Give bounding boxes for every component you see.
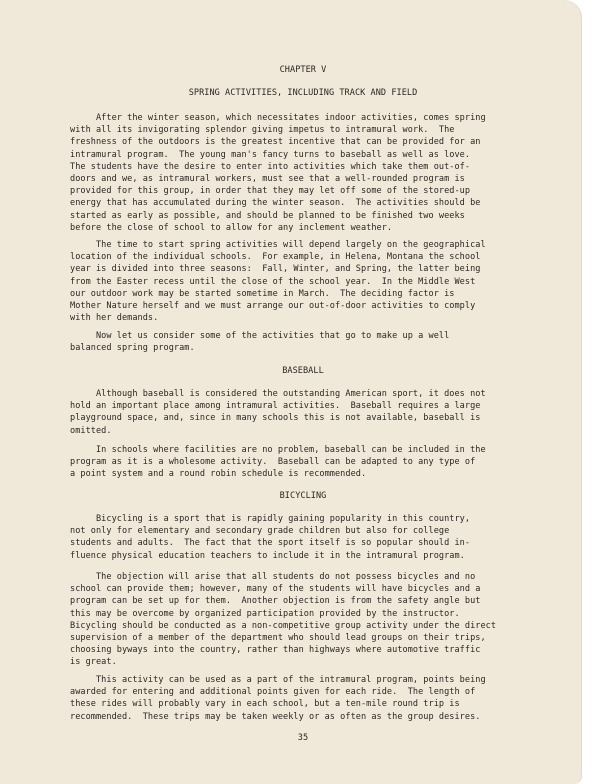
text-line: doors and we, as intramural workers, must see that a well-rounded program is [70,174,465,185]
text-line: After the winter season, which necessitates indoor activities, comes spring [70,113,486,123]
text-line: freshness of the outdoors is the greatest incentive that can be provided for an [70,137,481,148]
text-line: The objection will arise that all students do not possess bicycles and no [70,572,476,582]
page-number: 35 [297,733,309,743]
text-line: with all its invigorating splendor giving impetus to intramural work. The [70,125,455,136]
text-line: school can provide them; however, many of the students will have bicycles and a [70,584,481,595]
text-line: playground space, and, since in many schools this is not available, baseball is [70,413,481,424]
paragraph-2 [70,239,536,324]
text-line: Now let us consider some of the activities that go to make up a well [70,331,450,341]
text-line: provided for this group, in order that they may let off some of the stored-up [70,186,471,197]
paragraph-1 [70,112,536,234]
text-line: balanced spring program. [70,343,195,354]
text-line: our outdoor work may be started sometime in March. The deciding factor is [70,288,455,299]
paragraph-6 [70,513,536,562]
text-line: program can be set up for them. Another objection is from the safety angle but [70,596,481,607]
text-line: fluence physical education teachers to include it in the intramural program. [70,550,465,561]
text-line: omitted. [70,425,112,436]
text-line: The students have the desire to enter into activities which take them out-of- [70,161,471,172]
text-line: recommended. These trips may be taken weekly or as often as the group desires. [70,711,481,722]
text-line: intramural program. The young man's fancy turns to baseball as well as love. [70,149,471,160]
chapter-title: SPRING ACTIVITIES, INCLUDING TRACK AND FIELD [188,88,418,98]
text-line: Bicycling is a sport that is rapidly gaining popularity in this country, [70,514,471,524]
text-line: from the Easter recess until the close of the school year. In the Middle West [70,276,476,287]
paragraph-5 [70,444,536,481]
text-line: before the close of school to allow for any inclement weather. [70,222,393,233]
text-line: these rides will probably vary in each school, but a ten-mile round trip is [70,699,460,710]
text-line: not only for elementary and secondary grade children but also for college [70,526,450,537]
text-line: this may be overcome by organized participation provided by the instructor. [70,608,460,619]
text-line: energy that has accumulated during the winter season. The activities should be [70,198,481,209]
paragraph-7 [70,571,536,669]
text-line: year is divided into three seasons: Fall, Winter, and Spring, the latter being [70,264,481,275]
text-line: is great. [70,657,117,668]
text-line: hold an important place among intramural activities. Baseball requires a large [70,401,481,412]
text-line: program as it is a wholesome activity. Baseball can be adapted to any type of [70,457,476,468]
text-line: In schools where facilities are no problem, baseball can be included in the [70,445,486,455]
text-line: location of the individual schools. For example, in Helena, Montana the school [70,252,481,263]
chapter-heading: CHAPTER V [279,65,327,75]
text-line: started as early as possible, and should be planned to be finished two weeks [70,210,465,221]
text-line: supervision of a member of the department who should lead groups on their trips, [70,633,486,644]
text-line: choosing byways into the country, rather than highways where automotive traffic [70,645,481,656]
text-line: Bicycling should be conducted as a non-competitive group activity under the direct [70,620,497,631]
text-line: students and adults. The fact that the sport itself is so popular should in- [70,538,471,549]
text-line: This activity can be used as a part of the intramural program, points being [70,675,486,685]
section-heading-bicycling: BICYCLING [279,491,327,501]
text-line: with her demands. [70,313,159,324]
text-line: a point system and a round robin schedule is recommended. [70,469,367,480]
section-heading-baseball: BASEBALL [282,366,324,376]
text-line: Mother Nature herself and we must arrange our out-of-door activities to comply [70,301,476,312]
text-line: awarded for entering and additional points given for each ride. The length of [70,687,476,698]
paragraph-3 [70,330,536,354]
paragraph-8 [70,674,536,723]
text-line: Although baseball is considered the outstanding American sport, it does not [70,389,486,399]
paragraph-4 [70,388,536,437]
text-line: The time to start spring activities will depend largely on the geographical [70,240,486,250]
